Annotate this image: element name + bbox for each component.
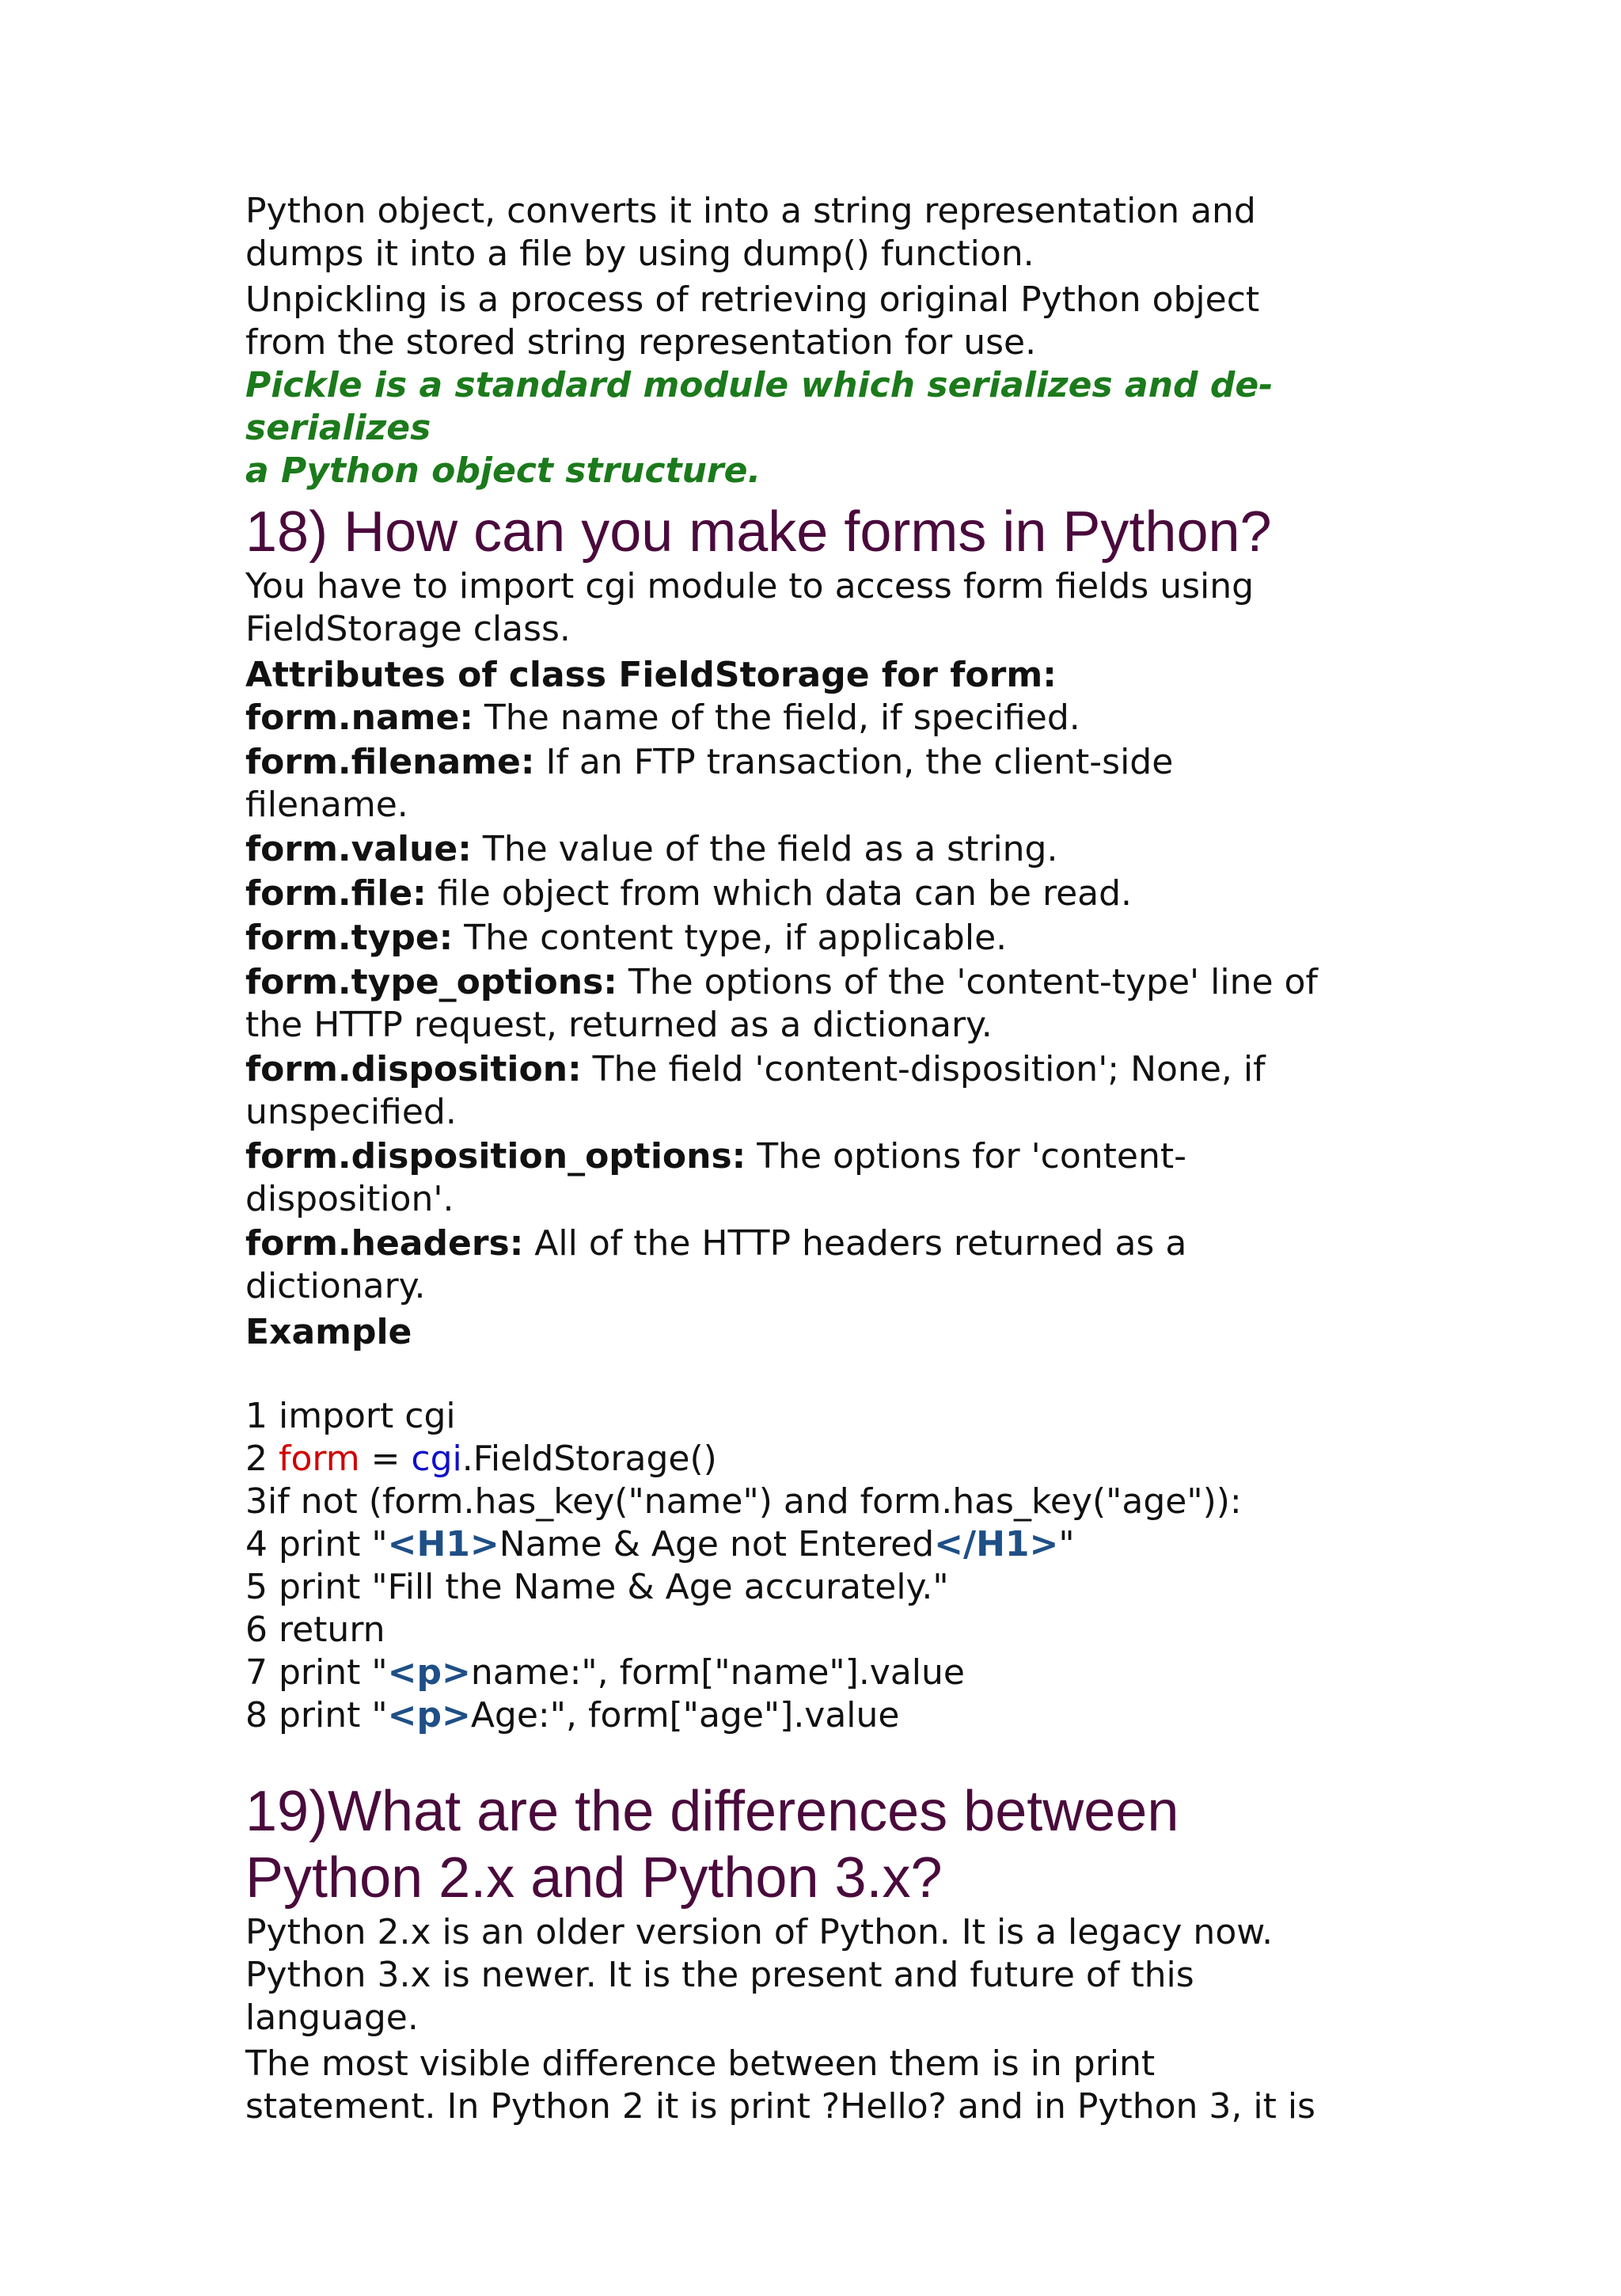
attribute-desc: If an FTP transaction, the client-side bbox=[534, 742, 1174, 782]
intro-line-4: from the stored string representation for use. bbox=[245, 322, 1037, 363]
attribute-item bbox=[245, 828, 1401, 871]
intro-line-1: Python object, converts it into a string representation and bbox=[245, 191, 1256, 231]
code-line-6: 6 return bbox=[245, 1610, 385, 1650]
code-tag: </H1> bbox=[934, 1524, 1059, 1564]
attributes-list bbox=[245, 697, 1401, 1308]
code-line-2 bbox=[245, 1438, 1401, 1481]
attribute-item bbox=[245, 1048, 1401, 1134]
question-19-heading bbox=[245, 1778, 1401, 1911]
example-label: Example bbox=[245, 1312, 412, 1352]
code-module-cgi: cgi bbox=[411, 1439, 462, 1479]
attribute-item bbox=[245, 917, 1401, 960]
q18-intro-line-1: You have to import cgi module to access form fields using bbox=[245, 566, 1255, 606]
attribute-desc: The options of the 'content-type' line of bbox=[617, 962, 1318, 1002]
attribute-name: form.filename: bbox=[245, 742, 535, 782]
code-text: name:", form["name"].value bbox=[470, 1652, 965, 1693]
attribute-desc-cont: unspecified. bbox=[245, 1092, 457, 1132]
attribute-name: form.value: bbox=[245, 829, 472, 869]
code-line-4 bbox=[245, 1523, 1401, 1566]
document-page bbox=[245, 190, 1401, 2128]
line-number: 1 bbox=[245, 1396, 268, 1436]
question-18-heading: 18) How can you make forms in Python? bbox=[245, 500, 1272, 564]
code-example bbox=[245, 1395, 1401, 1737]
attribute-name: form.type: bbox=[245, 918, 454, 958]
code-text: = bbox=[359, 1439, 412, 1479]
q19-paragraph-line-1: Python 2.x is an older version of Python. It is a legacy now. bbox=[245, 1912, 1274, 1952]
attribute-name: form.headers: bbox=[245, 1223, 524, 1264]
code-text: 4 print " bbox=[245, 1524, 388, 1564]
intro-line-3: Unpickling is a process of retrieving original Python object bbox=[245, 279, 1260, 320]
attribute-name: form.type_options: bbox=[245, 962, 617, 1002]
line-number: 2 bbox=[245, 1439, 268, 1479]
code-text: 7 print " bbox=[245, 1652, 388, 1693]
attribute-desc: The options for 'content- bbox=[746, 1136, 1187, 1177]
attribute-item bbox=[245, 1135, 1401, 1221]
attributes-title: Attributes of class FieldStorage for form: bbox=[245, 655, 1057, 695]
code-tag: <p> bbox=[387, 1652, 471, 1693]
code-line-3: 3if not (form.has_key("name") and form.has_key("age")): bbox=[245, 1481, 1242, 1522]
attribute-item bbox=[245, 961, 1401, 1047]
code-tag: <p> bbox=[387, 1695, 471, 1735]
question-19-heading-line-1: 19)What are the differences between bbox=[245, 1780, 1179, 1843]
attribute-desc: The field 'content-disposition'; None, if bbox=[581, 1049, 1266, 1089]
intro-line-2: dumps it into a file by using dump() function. bbox=[245, 234, 1034, 274]
attribute-name: form.disposition_options: bbox=[245, 1136, 746, 1177]
code-line-1 bbox=[245, 1395, 1401, 1438]
code-line-5: 5 print "Fill the Name & Age accurately." bbox=[245, 1567, 949, 1607]
code-text: " bbox=[1058, 1524, 1075, 1564]
code-tag: <H1> bbox=[387, 1524, 499, 1564]
attribute-item bbox=[245, 697, 1401, 739]
attribute-desc: The value of the field as a string. bbox=[471, 829, 1058, 869]
question-19-heading-line-2: Python 2.x and Python 3.x? bbox=[245, 1846, 943, 1910]
attribute-desc-cont: the HTTP request, returned as a dictionary. bbox=[245, 1005, 993, 1045]
attribute-desc-cont: dictionary. bbox=[245, 1266, 426, 1306]
spacer bbox=[245, 1737, 1401, 1772]
attribute-desc-cont: filename. bbox=[245, 785, 408, 825]
code-var-form: form bbox=[268, 1439, 360, 1479]
code-text: import cgi bbox=[268, 1396, 456, 1436]
attribute-item bbox=[245, 741, 1401, 827]
code-line-7 bbox=[245, 1652, 1401, 1694]
attribute-name: form.name: bbox=[245, 698, 473, 738]
q18-intro-line-2: FieldStorage class. bbox=[245, 609, 571, 649]
q19-paragraph-line-5: statement. In Python 2 it is print ?Hello? and in Python 3, it is bbox=[245, 2086, 1315, 2127]
attribute-desc: file object from which data can be read. bbox=[426, 873, 1133, 914]
code-text: 8 print " bbox=[245, 1695, 388, 1735]
code-line-8 bbox=[245, 1694, 1401, 1737]
attribute-name: form.disposition: bbox=[245, 1049, 582, 1089]
attribute-desc: The name of the field, if specified. bbox=[473, 698, 1080, 738]
pickle-definition-line-1: Pickle is a standard module which serializes and de-serializes bbox=[245, 365, 1274, 448]
attribute-desc-cont: disposition'. bbox=[245, 1179, 454, 1219]
attribute-desc: All of the HTTP headers returned as a bbox=[523, 1223, 1187, 1264]
attribute-item bbox=[245, 1222, 1401, 1308]
code-text: Age:", form["age"].value bbox=[470, 1695, 900, 1735]
attribute-item bbox=[245, 872, 1401, 915]
spacer bbox=[245, 1354, 1401, 1395]
code-text: Name & Age not Entered bbox=[499, 1524, 935, 1564]
code-text: .FieldStorage() bbox=[461, 1439, 717, 1479]
q19-paragraph-line-4: The most visible difference between them is in print bbox=[245, 2043, 1156, 2084]
attribute-desc: The content type, if applicable. bbox=[453, 918, 1008, 958]
q19-paragraph-line-2: Python 3.x is newer. It is the present and future of this bbox=[245, 1955, 1194, 1995]
attribute-name: form.file: bbox=[245, 873, 427, 914]
pickle-definition-line-2: a Python object structure. bbox=[245, 450, 761, 491]
q19-paragraph-line-3: language. bbox=[245, 1998, 419, 2038]
